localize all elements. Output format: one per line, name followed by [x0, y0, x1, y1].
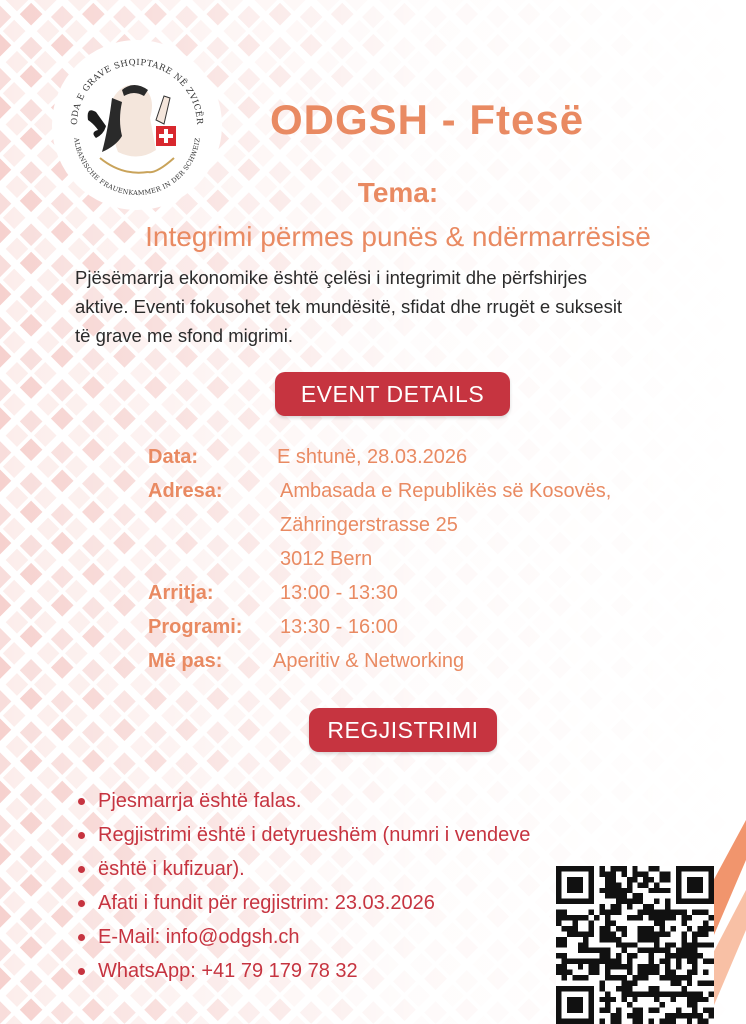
theme-label: Tema: [357, 177, 439, 208]
intro-line: të grave me sfond migrimi. [75, 325, 293, 346]
page-title: ODGSH - Ftesë [270, 96, 585, 143]
program-value: 13:30 - 16:00 [280, 616, 398, 638]
date-label: Data: [148, 446, 199, 468]
list-item: Regjistrimi është i detyrueshëm (numri i vendeve [78, 818, 530, 852]
address-line-1: Ambasada e Republikës së Kosovës, [280, 480, 612, 502]
program-label: Programi: [148, 616, 243, 638]
address-label: Adresa: [148, 480, 223, 502]
address-line-2: Zähringerstrasse 25 [280, 514, 458, 536]
address-line-3: 3012 Bern [280, 548, 373, 570]
arrival-label: Arritja: [148, 582, 214, 604]
qr-code[interactable] [556, 866, 714, 1024]
intro-paragraph [75, 263, 725, 350]
list-item: Pjesmarrja është falas. [78, 784, 530, 818]
intro-line: aktive. Eventi fokusohet tek mundësitë, sfidat dhe rrugët e suksesit [75, 296, 623, 317]
theme-subtitle: Integrimi përmes punës & ndërmarrësisë [145, 221, 651, 252]
after-value: Aperitiv & Networking [273, 650, 465, 672]
svg-text:ALBANISCHE FRAUENKAMMER IN DER: ALBANISCHE FRAUENKAMMER IN DER SCHWEIZ [72, 137, 202, 198]
registration-heading: REGJISTRIMI [309, 708, 497, 752]
event-details-heading: EVENT DETAILS [275, 372, 510, 416]
registration-list [78, 784, 530, 988]
date-value: E shtunë, 28.03.2026 [277, 446, 468, 468]
list-item: Afati i fundit për regjistrim: 23.03.2026 [78, 886, 530, 920]
email-item[interactable]: E-Mail: info@odgsh.ch [78, 920, 530, 954]
list-item: është i kufizuar). [78, 852, 530, 886]
arrival-value: 13:00 - 13:30 [280, 582, 398, 604]
svg-text:ODA E GRAVE SHQIPTARE NË ZVICË: ODA E GRAVE SHQIPTARE NË ZVICËR [69, 57, 205, 126]
after-label: Më pas: [148, 650, 223, 672]
whatsapp-item[interactable]: WhatsApp: +41 79 179 78 32 [78, 954, 530, 988]
intro-line: Pjësëmarrja ekonomike është çelësi i integrimit dhe përfshirjes [75, 267, 588, 288]
